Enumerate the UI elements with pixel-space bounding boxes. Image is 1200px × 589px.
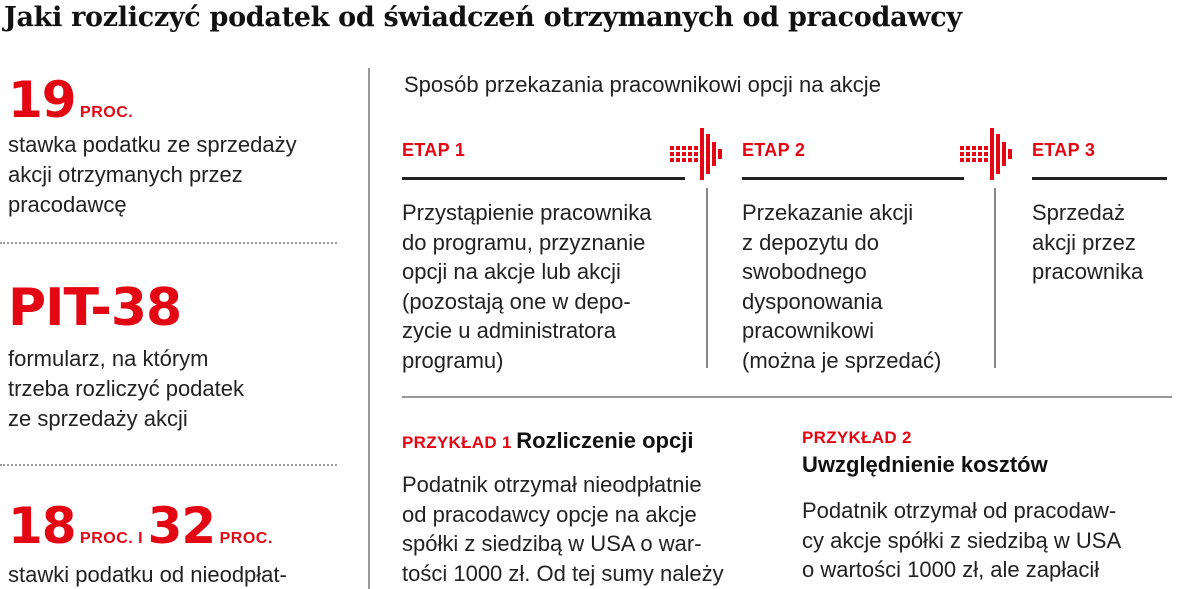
etap-2-rule (742, 177, 964, 180)
text-line: zycie u administratora (402, 318, 616, 343)
etap-divider (706, 188, 708, 368)
text-line: od pracodawcy opcje na akcje (402, 501, 697, 527)
desc-line: stawka podatku ze sprzedaży (8, 132, 297, 157)
example-2-label: PRZYKŁAD 2 (802, 428, 912, 447)
example-1-title: Rozliczenie opcji (516, 428, 694, 453)
text-line: (można je sprzedać) (742, 347, 942, 373)
desc-line: formularz, na którym (8, 346, 209, 371)
desc-line: ze sprzedaży akcji (8, 406, 188, 431)
etap-3-rule (1032, 177, 1167, 180)
stat-unit: PROC. (80, 104, 134, 121)
text-line: pracownikowi (742, 318, 875, 343)
stat-description (8, 560, 287, 589)
stat-19-proc (8, 71, 297, 220)
text-line: akcji przez (1032, 229, 1136, 255)
stat-unit: PROC. (219, 530, 273, 547)
text-line: z depozytu do (742, 229, 879, 255)
text-line: swobodnego (742, 259, 867, 284)
etap-1-text (402, 198, 651, 375)
desc-line: pracodawcę (8, 192, 127, 217)
etap-1-rule (402, 177, 685, 180)
dotted-divider (0, 464, 337, 466)
dotted-divider (0, 242, 337, 244)
etap-3-text (1032, 198, 1143, 287)
stat-description (8, 130, 297, 220)
example-2-text (802, 496, 1121, 585)
text-line: dysponowania (742, 288, 883, 314)
desc-line: stawki podatku od nieodpłat- (8, 562, 287, 587)
text-line: opcji na akcje lub akcji (402, 259, 621, 284)
example-1-heading (402, 428, 693, 454)
text-line: do programu, przyznanie (402, 229, 646, 255)
example-2-title: Uwzględnienie kosztów (802, 452, 1048, 477)
etap-1-label: ETAP 1 (402, 140, 466, 160)
stat-value: PIT-38 (8, 278, 182, 338)
text-line: Podatnik otrzymał od pracodaw- (802, 498, 1117, 523)
section-subtitle: Sposób przekazania pracownikowi opcji na akcje (404, 72, 881, 97)
stat-description (8, 344, 244, 434)
text-line: spółki z siedzibą w USA o war- (402, 531, 702, 556)
text-line: Podatnik otrzymał nieodpłatnie (402, 472, 702, 497)
infographic-title: Jaki rozliczyć podatek od świadczeń otrzymanych od pracodawcy (4, 2, 962, 33)
etap-2-text (742, 198, 941, 375)
text-line: programu) (402, 347, 504, 373)
text-line: cy akcje spółki z siedzibą w USA (802, 527, 1122, 553)
text-line: pracownika (1032, 259, 1144, 284)
desc-line: trzeba rozliczyć podatek (8, 376, 244, 401)
text-line: tości 1000 zł. Od tej sumy należy (402, 560, 724, 586)
etap-divider (994, 188, 996, 368)
dotted-arrow-icon (668, 124, 726, 184)
dotted-arrow-icon (958, 124, 1016, 184)
stat-18-32-proc (8, 498, 287, 589)
stat-pit-38 (8, 278, 244, 434)
column-divider (368, 68, 370, 589)
example-1-label: PRZYKŁAD 1 (402, 433, 512, 452)
example-1-text (402, 470, 724, 588)
etap-3-label: ETAP 3 (1032, 140, 1096, 160)
example-2-heading (802, 428, 1048, 478)
desc-line: akcji otrzymanych przez (8, 162, 243, 187)
stat-value: 19 (8, 71, 76, 129)
text-line: o wartości 1000 zł, ale zapłacił (802, 557, 1100, 582)
stat-unit: PROC. I (80, 530, 144, 547)
text-line: Sprzedaż (1032, 200, 1125, 225)
text-line: Przekazanie akcji (742, 200, 914, 225)
section-divider (402, 396, 1172, 398)
text-line: Przystąpienie pracownika (402, 200, 652, 225)
etap-2-label: ETAP 2 (742, 140, 806, 160)
stat-value: 32 (147, 497, 216, 555)
text-line: (pozostają one w depo- (402, 288, 631, 314)
stat-value: 18 (8, 497, 76, 555)
